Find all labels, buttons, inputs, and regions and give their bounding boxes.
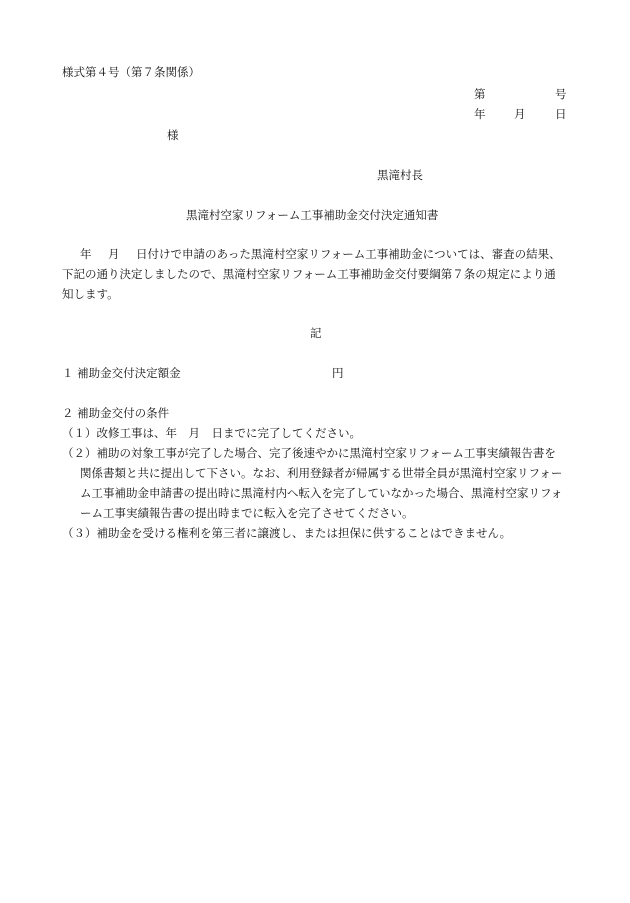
recipient-sama: 様 bbox=[167, 128, 179, 142]
item1-label: １ 補助金交付決定額金 bbox=[62, 366, 181, 380]
date-year: 年 bbox=[474, 107, 486, 121]
doc-number-dai: 第 bbox=[474, 87, 486, 101]
date-day: 日 bbox=[555, 107, 567, 121]
item2-label: ２ 補助金交付の条件 bbox=[62, 406, 170, 420]
condition-2-line-2: 関係書類と共に提出して下さい。なお、利用登録者が帰属する世帯全員が黒滝村空家リフォー bbox=[80, 466, 563, 480]
condition-1: （１）改修工事は、年 月 日までに完了してください。 bbox=[62, 426, 361, 440]
condition-2-line-1: （２）補助の対象工事が完了した場合、完了後速やかに黒滝村空家リフォーム工事実績報告書を bbox=[62, 446, 556, 460]
doc-number-go: 号 bbox=[555, 87, 567, 101]
condition-2-line-3: ム工事補助金申請書の提出時に黒滝村内へ転入を完了していなかった場合、黒滝村空家リフォ bbox=[80, 486, 563, 500]
body-line-1: 日付けで申請のあった黒滝村空家リフォーム工事補助金については、審査の結果、 bbox=[136, 247, 561, 261]
date-month: 月 bbox=[514, 107, 526, 121]
condition-2-line-4: ーム工事実績報告書の提出時までに転入を完了させてください。 bbox=[80, 506, 414, 520]
ki-heading: 記 bbox=[310, 326, 322, 340]
condition-3: （３）補助金を受ける権利を第三者に譲渡し、または担保に供することはできません。 bbox=[62, 526, 512, 540]
form-number-label: 様式第４号（第７条関係） bbox=[62, 65, 200, 79]
document-title: 黒滝村空家リフォーム工事補助金交付決定通知書 bbox=[186, 208, 439, 222]
body-month: 月 bbox=[108, 247, 120, 261]
body-line-2: 下記の通り決定しましたので、黒滝村空家リフォーム工事補助金交付要綱第７条の規定により通 bbox=[62, 267, 556, 281]
sender-name: 黒滝村長 bbox=[377, 168, 423, 182]
item1-unit: 円 bbox=[332, 366, 344, 380]
body-year: 年 bbox=[80, 247, 92, 261]
body-line-3: 知します。 bbox=[62, 287, 119, 301]
